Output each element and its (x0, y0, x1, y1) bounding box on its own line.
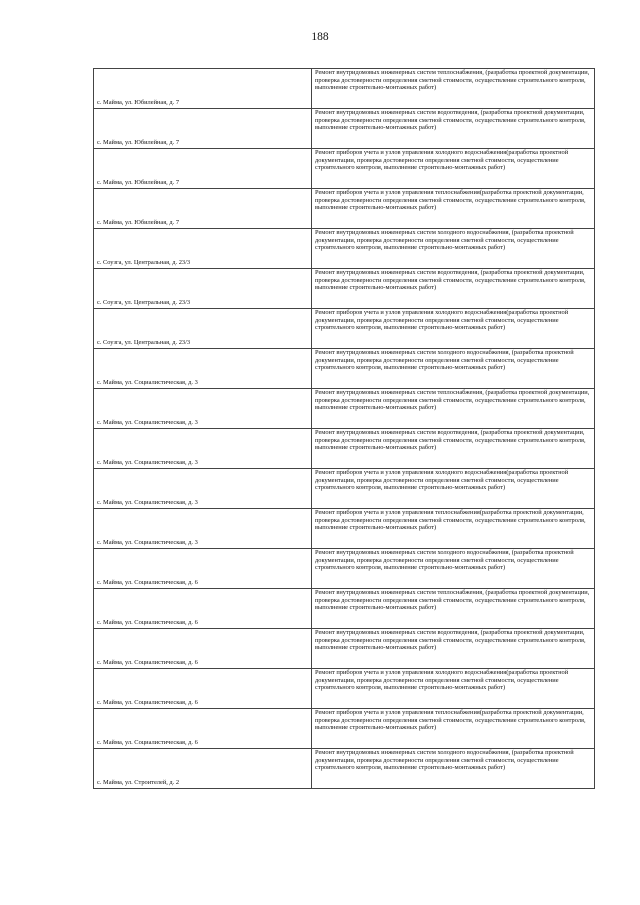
work-description-cell: Ремонт внутридомовых инженерных систем холодного водоснабжения, (разработка проектной документации, проверка достоверности определения сметной стоимости, осуществление строительного контроля, выполнение строительно-монтажных работ) (312, 749, 595, 789)
address-cell: с. Майма, ул. Социалистическая, д. 6 (94, 589, 312, 629)
works-table-body (94, 69, 595, 789)
table-row (94, 229, 595, 269)
work-description-cell: Ремонт приборов учета и узлов управления холодного водоснабжения(разработка проектной документации, проверка достоверности определения сметной стоимости, осуществление строительного контроля, выполнение строительно-монтажных работ) (312, 669, 595, 709)
table-row (94, 269, 595, 309)
table-row (94, 109, 595, 149)
table-row (94, 189, 595, 229)
work-description-cell: Ремонт внутридомовых инженерных систем водоотведения, (разработка проектной документации, проверка достоверности определения сметной стоимости, осуществление строительного контроля, выполнение строительно-монтажных работ) (312, 269, 595, 309)
work-description-cell: Ремонт внутридомовых инженерных систем водоотведения, (разработка проектной документации, проверка достоверности определения сметной стоимости, осуществление строительного контроля, выполнение строительно-монтажных работ) (312, 109, 595, 149)
work-description-cell: Ремонт внутридомовых инженерных систем холодного водоснабжения, (разработка проектной документации, проверка достоверности определения сметной стоимости, осуществление строительного контроля, выполнение строительно-монтажных работ) (312, 549, 595, 589)
address-cell: с. Соузга, ул. Центральная, д. 23/3 (94, 309, 312, 349)
table-row (94, 509, 595, 549)
table-row (94, 709, 595, 749)
address-cell: с. Майма, ул. Социалистическая, д. 3 (94, 469, 312, 509)
page-number: 188 (311, 31, 329, 43)
work-description-cell: Ремонт внутридомовых инженерных систем теплоснабжения, (разработка проектной документации, проверка достоверности определения сметной стоимости, осуществление строительного контроля, выполнение строительно-монтажных работ) (312, 389, 595, 429)
address-cell: с. Майма, ул. Социалистическая, д. 3 (94, 349, 312, 389)
table-row (94, 629, 595, 669)
address-cell: с. Майма, ул. Социалистическая, д. 3 (94, 509, 312, 549)
work-description-cell: Ремонт приборов учета и узлов управления теплоснабжения(разработка проектной документации, проверка достоверности определения сметной стоимости, осуществление строительного контроля, выполнение строительно-монтажных работ) (312, 189, 595, 229)
address-cell: с. Майма, ул. Социалистическая, д. 6 (94, 549, 312, 589)
table-row (94, 589, 595, 629)
work-description-cell: Ремонт приборов учета и узлов управления теплоснабжения(разработка проектной документации, проверка достоверности определения сметной стоимости, осуществление строительного контроля, выполнение строительно-монтажных работ) (312, 709, 595, 749)
address-cell: с. Майма, ул. Социалистическая, д. 3 (94, 429, 312, 469)
work-description-cell: Ремонт приборов учета и узлов управления холодного водоснабжения(разработка проектной документации, проверка достоверности определения сметной стоимости, осуществление строительного контроля, выполнение строительно-монтажных работ) (312, 149, 595, 189)
address-cell: с. Майма, ул. Социалистическая, д. 6 (94, 709, 312, 749)
work-description-cell: Ремонт внутридомовых инженерных систем холодного водоснабжения, (разработка проектной документации, проверка достоверности определения сметной стоимости, осуществление строительного контроля, выполнение строительно-монтажных работ) (312, 349, 595, 389)
table-row (94, 149, 595, 189)
table-row (94, 69, 595, 109)
table-row (94, 549, 595, 589)
address-cell: с. Майма, ул. Юбилейная, д. 7 (94, 189, 312, 229)
work-description-cell: Ремонт внутридомовых инженерных систем холодного водоснабжения, (разработка проектной документации, проверка достоверности определения сметной стоимости, осуществление строительного контроля, выполнение строительно-монтажных работ) (312, 229, 595, 269)
work-description-cell: Ремонт приборов учета и узлов управления холодного водоснабжения(разработка проектной документации, проверка достоверности определения сметной стоимости, осуществление строительного контроля, выполнение строительно-монтажных работ) (312, 309, 595, 349)
work-description-cell: Ремонт приборов учета и узлов управления теплоснабжения(разработка проектной документации, проверка достоверности определения сметной стоимости, осуществление строительного контроля, выполнение строительно-монтажных работ) (312, 509, 595, 549)
table-row (94, 429, 595, 469)
address-cell: с. Майма, ул. Юбилейная, д. 7 (94, 109, 312, 149)
table-row (94, 469, 595, 509)
address-cell: с. Майма, ул. Юбилейная, д. 7 (94, 149, 312, 189)
work-description-cell: Ремонт внутридомовых инженерных систем теплоснабжения, (разработка проектной документации, проверка достоверности определения сметной стоимости, осуществление строительного контроля, выполнение строительно-монтажных работ) (312, 69, 595, 109)
work-description-cell: Ремонт внутридомовых инженерных систем теплоснабжения, (разработка проектной документации, проверка достоверности определения сметной стоимости, осуществление строительного контроля, выполнение строительно-монтажных работ) (312, 589, 595, 629)
table-row (94, 309, 595, 349)
address-cell: с. Майма, ул. Социалистическая, д. 3 (94, 389, 312, 429)
table-row (94, 389, 595, 429)
table-row (94, 349, 595, 389)
address-cell: с. Майма, ул. Социалистическая, д. 6 (94, 669, 312, 709)
address-cell: с. Майма, ул. Юбилейная, д. 7 (94, 69, 312, 109)
address-cell: с. Майма, ул. Строителей, д. 2 (94, 749, 312, 789)
address-cell: с. Соузга, ул. Центральная, д. 23/3 (94, 269, 312, 309)
works-table (93, 68, 595, 789)
work-description-cell: Ремонт внутридомовых инженерных систем водоотведения, (разработка проектной документации, проверка достоверности определения сметной стоимости, осуществление строительного контроля, выполнение строительно-монтажных работ) (312, 629, 595, 669)
work-description-cell: Ремонт приборов учета и узлов управления холодного водоснабжения(разработка проектной документации, проверка достоверности определения сметной стоимости, осуществление строительного контроля, выполнение строительно-монтажных работ) (312, 469, 595, 509)
table-row (94, 749, 595, 789)
table-row (94, 669, 595, 709)
work-description-cell: Ремонт внутридомовых инженерных систем водоотведения, (разработка проектной документации, проверка достоверности определения сметной стоимости, осуществление строительного контроля, выполнение строительно-монтажных работ) (312, 429, 595, 469)
address-cell: с. Соузга, ул. Центральная, д. 23/3 (94, 229, 312, 269)
address-cell: с. Майма, ул. Социалистическая, д. 6 (94, 629, 312, 669)
